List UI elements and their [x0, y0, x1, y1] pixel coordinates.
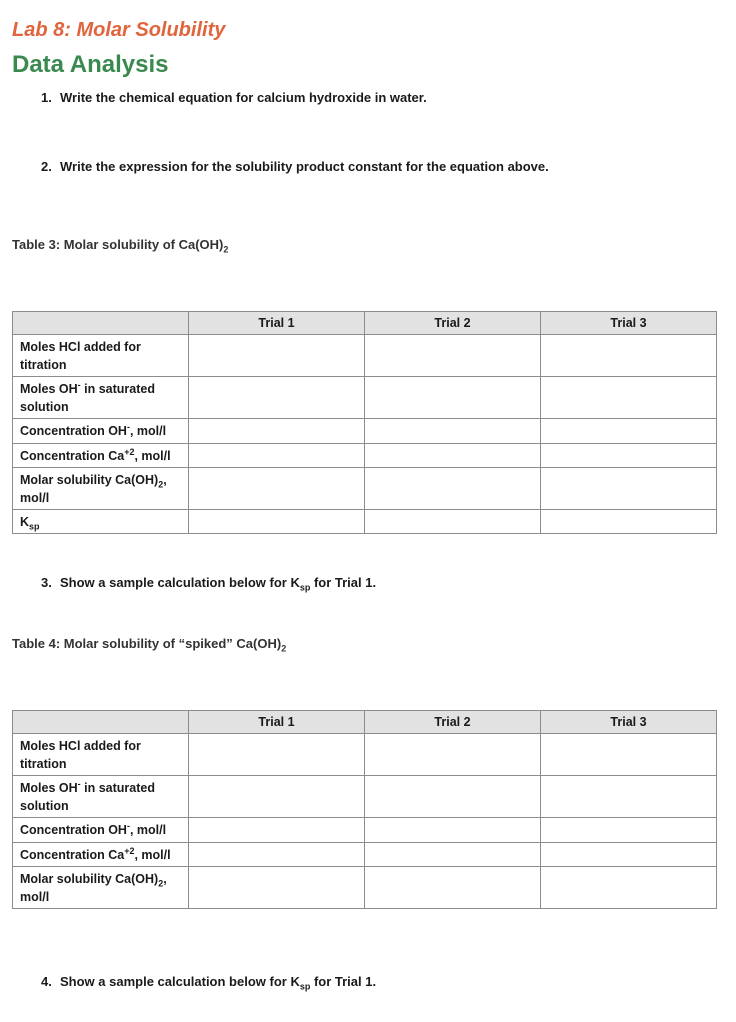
- data-cell[interactable]: [365, 335, 541, 377]
- row-label-moles-hcl: Moles HCl added for titration: [13, 335, 189, 377]
- header-trial-3: Trial 3: [541, 711, 717, 734]
- data-cell[interactable]: [365, 444, 541, 468]
- table-4-caption: [12, 636, 287, 654]
- question-text-end: for Trial 1.: [310, 974, 377, 989]
- data-cell[interactable]: [541, 867, 717, 909]
- data-cell[interactable]: [189, 818, 365, 843]
- table-row: [13, 843, 717, 867]
- caption-subscript: 2: [223, 244, 229, 255]
- caption-subscript: 2: [281, 643, 287, 654]
- row-label-moles-oh: Moles OH- in saturated solution: [13, 776, 189, 818]
- data-cell[interactable]: [541, 734, 717, 776]
- question-2: [41, 159, 549, 174]
- question-number: 2.: [41, 159, 52, 174]
- data-cell[interactable]: [541, 843, 717, 867]
- caption-text: Table 3: Molar solubility of Ca(OH): [12, 237, 224, 252]
- data-cell[interactable]: [189, 734, 365, 776]
- header-trial-3: Trial 3: [541, 312, 717, 335]
- data-cell[interactable]: [365, 776, 541, 818]
- table-row: [13, 776, 717, 818]
- table-row: [13, 335, 717, 377]
- data-cell[interactable]: [189, 335, 365, 377]
- section-title: Data Analysis: [12, 51, 169, 78]
- row-label-molar-solubility: Molar solubility $Ca(OH)_2$, mol/l: [13, 867, 189, 909]
- data-cell[interactable]: [189, 843, 365, 867]
- header-trial-1: Trial 1: [189, 312, 365, 335]
- data-cell[interactable]: [365, 468, 541, 510]
- row-label-conc-oh: Concentration OH-, mol/l: [13, 818, 189, 843]
- data-cell[interactable]: [541, 335, 717, 377]
- data-cell[interactable]: [541, 468, 717, 510]
- row-label-moles-oh: Moles OH- in saturated solution: [13, 377, 189, 419]
- data-cell[interactable]: [365, 734, 541, 776]
- table-row: [13, 468, 717, 510]
- table-header-row: [13, 711, 717, 734]
- table-3-caption: [12, 237, 229, 255]
- table-row: [13, 867, 717, 909]
- data-cell[interactable]: [365, 818, 541, 843]
- data-cell[interactable]: [189, 776, 365, 818]
- data-cell[interactable]: [541, 818, 717, 843]
- data-cell[interactable]: [365, 510, 541, 534]
- question-number: 4.: [41, 974, 52, 989]
- data-cell[interactable]: [189, 867, 365, 909]
- question-subscript: sp: [299, 981, 311, 992]
- table-row: [13, 419, 717, 444]
- question-text: Show a sample calculation below for K: [60, 974, 300, 989]
- caption-text: Table 4: Molar solubility of “spiked” Ca(OH): [12, 636, 282, 651]
- data-cell[interactable]: [541, 377, 717, 419]
- data-cell[interactable]: [541, 444, 717, 468]
- question-3: [41, 575, 377, 593]
- data-cell[interactable]: [365, 419, 541, 444]
- row-label-conc-ca: Concentration $Ca^{+2}$, mol/l: [13, 444, 189, 468]
- question-subscript: sp: [299, 582, 311, 593]
- data-cell[interactable]: [365, 377, 541, 419]
- row-label-ksp: $K_{sp}$: [13, 510, 189, 534]
- lab-title: Lab 8: Molar Solubility: [12, 19, 226, 41]
- question-4: [41, 974, 377, 992]
- question-text: Write the chemical equation for calcium hydroxide in water.: [60, 90, 427, 105]
- data-cell[interactable]: [189, 444, 365, 468]
- question-text: Write the expression for the solubility product constant for the equation above.: [60, 159, 549, 174]
- data-cell[interactable]: [189, 419, 365, 444]
- table-row: [13, 734, 717, 776]
- data-cell[interactable]: [189, 377, 365, 419]
- question-1: [41, 90, 427, 105]
- row-label-molar-solubility: Molar solubility $Ca(OH)_2$, mol/l: [13, 468, 189, 510]
- table-row: [13, 818, 717, 843]
- table-4: [12, 710, 717, 909]
- header-trial-2: Trial 2: [365, 312, 541, 335]
- header-trial-1: Trial 1: [189, 711, 365, 734]
- data-cell[interactable]: [189, 510, 365, 534]
- data-cell[interactable]: [541, 510, 717, 534]
- data-cell[interactable]: [541, 419, 717, 444]
- row-label-conc-oh: Concentration OH-, mol/l: [13, 419, 189, 444]
- question-text-end: for Trial 1.: [310, 575, 377, 590]
- table-row: [13, 444, 717, 468]
- header-trial-2: Trial 2: [365, 711, 541, 734]
- data-cell[interactable]: [365, 843, 541, 867]
- table-3: [12, 311, 717, 534]
- header-blank-cell: [13, 711, 189, 734]
- table-header-row: [13, 312, 717, 335]
- row-label-moles-hcl: Moles HCl added for titration: [13, 734, 189, 776]
- table-row: [13, 510, 717, 534]
- question-number: 1.: [41, 90, 52, 105]
- question-text: Show a sample calculation below for K: [60, 575, 300, 590]
- header-blank-cell: [13, 312, 189, 335]
- table-row: [13, 377, 717, 419]
- data-cell[interactable]: [365, 867, 541, 909]
- question-number: 3.: [41, 575, 52, 590]
- data-cell[interactable]: [189, 468, 365, 510]
- row-label-conc-ca: Concentration $Ca^{+2}$, mol/l: [13, 843, 189, 867]
- data-cell[interactable]: [541, 776, 717, 818]
